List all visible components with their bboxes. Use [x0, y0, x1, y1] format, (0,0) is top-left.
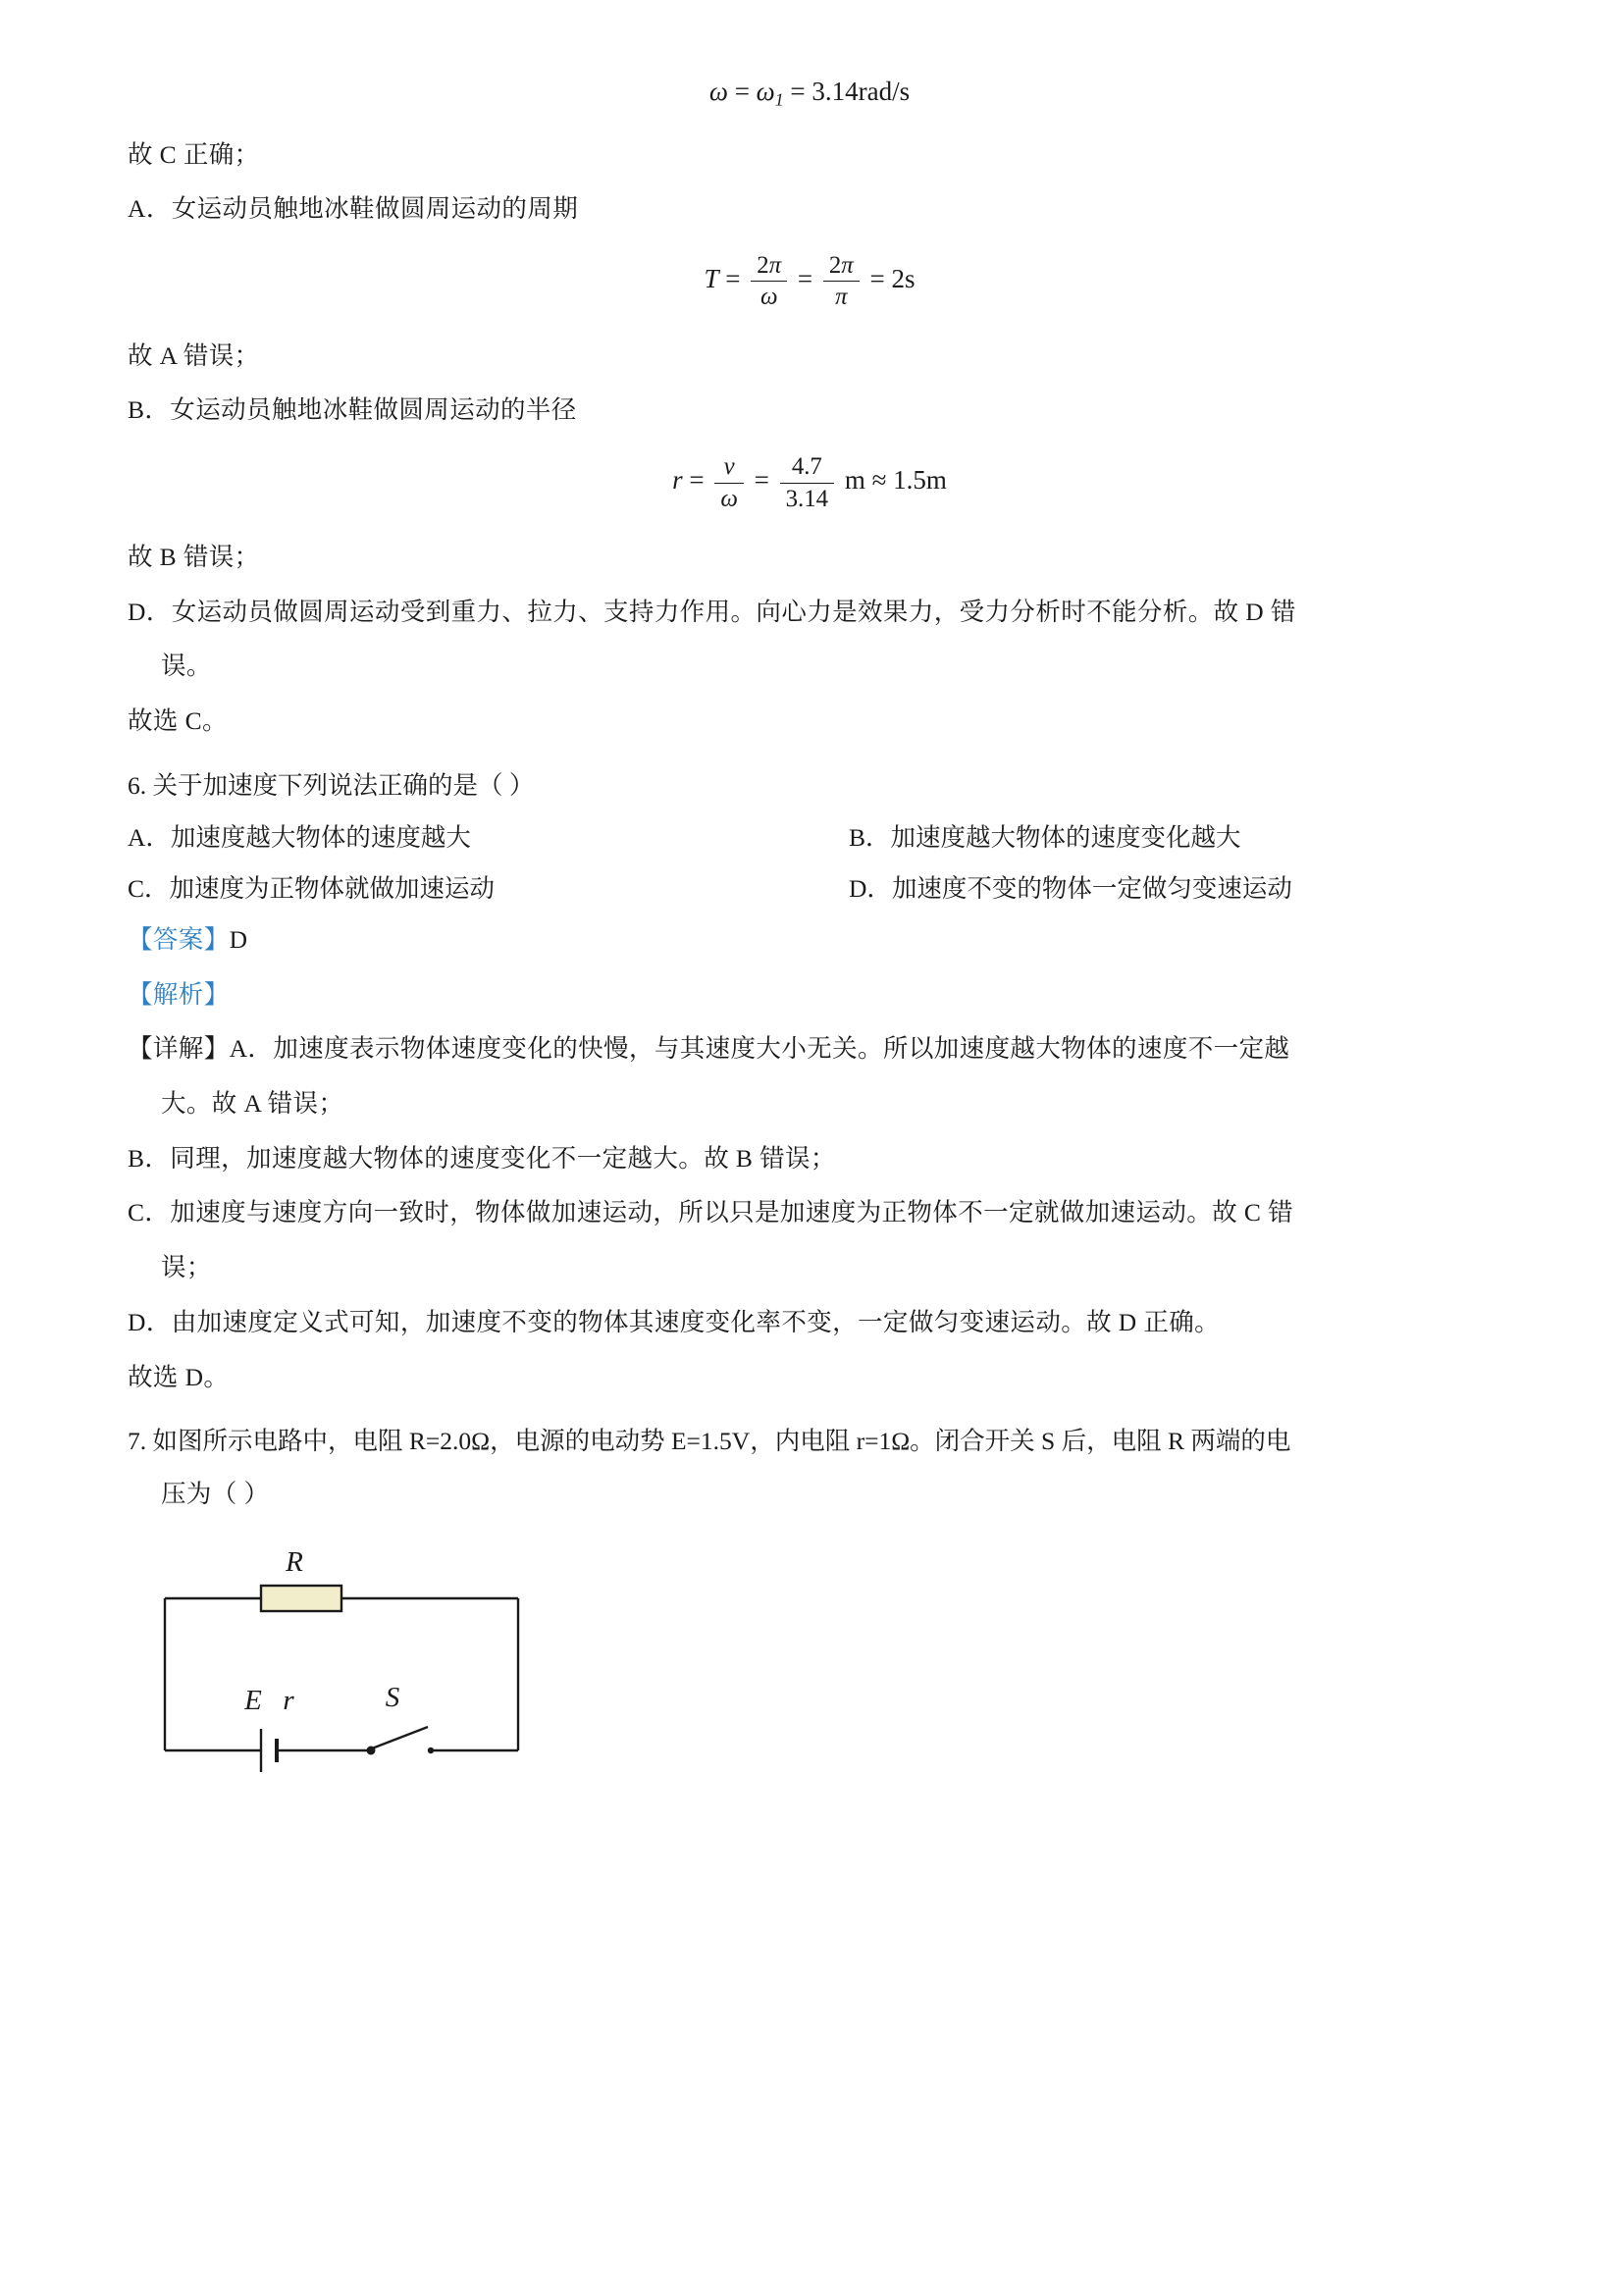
formula-omega: $\omega = \omega_1 = 3.14rad/s$: [708, 77, 911, 110]
answer-line: [128, 915, 1492, 965]
svg-text:S: S: [385, 1681, 400, 1713]
line-c-correct: 故 C 正确；: [128, 139, 260, 169]
line-option-d-cont-text: 误。: [161, 652, 212, 681]
line-b-wrong: 故 B 错误；: [128, 542, 260, 571]
answer-label: 【答案】: [128, 924, 230, 954]
line-option-b: B．女运动员触地冰鞋做圆周运动的半径: [128, 395, 577, 425]
detail-a-text: A．加速度表示物体速度变化的快慢，与其速度大小无关。所以加速度越大物体的速度不一定越: [229, 1034, 1290, 1064]
question-7-stem-text: 7. 如图所示电路中，电阻 R=2.0Ω，电源的电动势 E=1.5V，内电阻 r=1Ω。闭合开关 S 后，电阻 R 两端的电: [128, 1427, 1291, 1456]
analysis-line: [128, 970, 1492, 1019]
line-a-wrong: 故 A 错误；: [128, 340, 260, 370]
question-7-stem-cont: [128, 1470, 1492, 1519]
formula-radius: r = $\frac{v}{\omega}$ = $\frac{4.7}{3.14}$ m ≈ 1.5m: [672, 453, 947, 512]
analysis-label: 【解析】: [128, 979, 230, 1009]
detail-line-c: C．加速度与速度方向一致时，物体做加速运动，所以只是加速度为正物体不一定就做加速运动。故 C 错: [128, 1198, 1293, 1227]
question-7-stem: [128, 1417, 1492, 1466]
detail-line-b: B．同理，加速度越大物体的速度变化不一定越大。故 B 错误；: [128, 1143, 836, 1173]
svg-text:r: r: [283, 1684, 294, 1716]
detail-line-c-cont: [128, 1243, 1492, 1292]
line-option-a: A．女运动员触地冰鞋做圆周运动的周期: [128, 194, 579, 224]
question-6-choices-row-2: [128, 864, 1492, 913]
line-answer-choose-c: 故选 C。: [128, 705, 228, 735]
choice-a: A．加速度越大物体的速度越大: [128, 823, 471, 853]
line-option-d: [128, 588, 1492, 637]
formula-period: T = $\frac{2\pi}{\omega}$ = $\frac{2\pi}{\pi}$ = 2s: [704, 252, 916, 311]
detail-line-d: D．由加速度定义式可知，加速度不变的物体其速度变化率不变，一定做匀变速运动。故 D 正确。: [128, 1307, 1221, 1336]
choice-c: C．加速度为正物体就做加速运动: [128, 874, 496, 904]
conclusion-line: 故选 D。: [128, 1362, 230, 1391]
choice-d: D．加速度不变的物体一定做匀变速运动: [849, 874, 1292, 904]
page-content: [128, 59, 1492, 1790]
answer-value: D: [229, 924, 248, 954]
choice-b: B．加速度越大物体的速度变化越大: [849, 823, 1241, 853]
svg-text:R: R: [286, 1545, 303, 1578]
question-7-stem-cont-text: 压为（ ）: [161, 1480, 270, 1509]
line-option-d-text: D．女运动员做圆周运动受到重力、拉力、支持力作用。向心力是效果力，受力分析时不能分析。故 D 错: [128, 597, 1296, 626]
detail-label: 【详解】: [128, 1034, 230, 1064]
detail-line-a: [128, 1024, 1492, 1073]
detail-a-cont-text: 大。故 A 错误；: [161, 1089, 344, 1118]
circuit-diagram: [145, 1544, 557, 1790]
line-option-d-cont: [128, 642, 1492, 691]
question-6-choices-row-1: [128, 813, 1492, 862]
detail-c-cont-text: 误；: [161, 1253, 212, 1282]
svg-text:E: E: [244, 1684, 262, 1716]
question-6-stem: 6. 关于加速度下列说法正确的是（ ）: [128, 770, 535, 800]
detail-line-a-cont: [128, 1079, 1492, 1128]
